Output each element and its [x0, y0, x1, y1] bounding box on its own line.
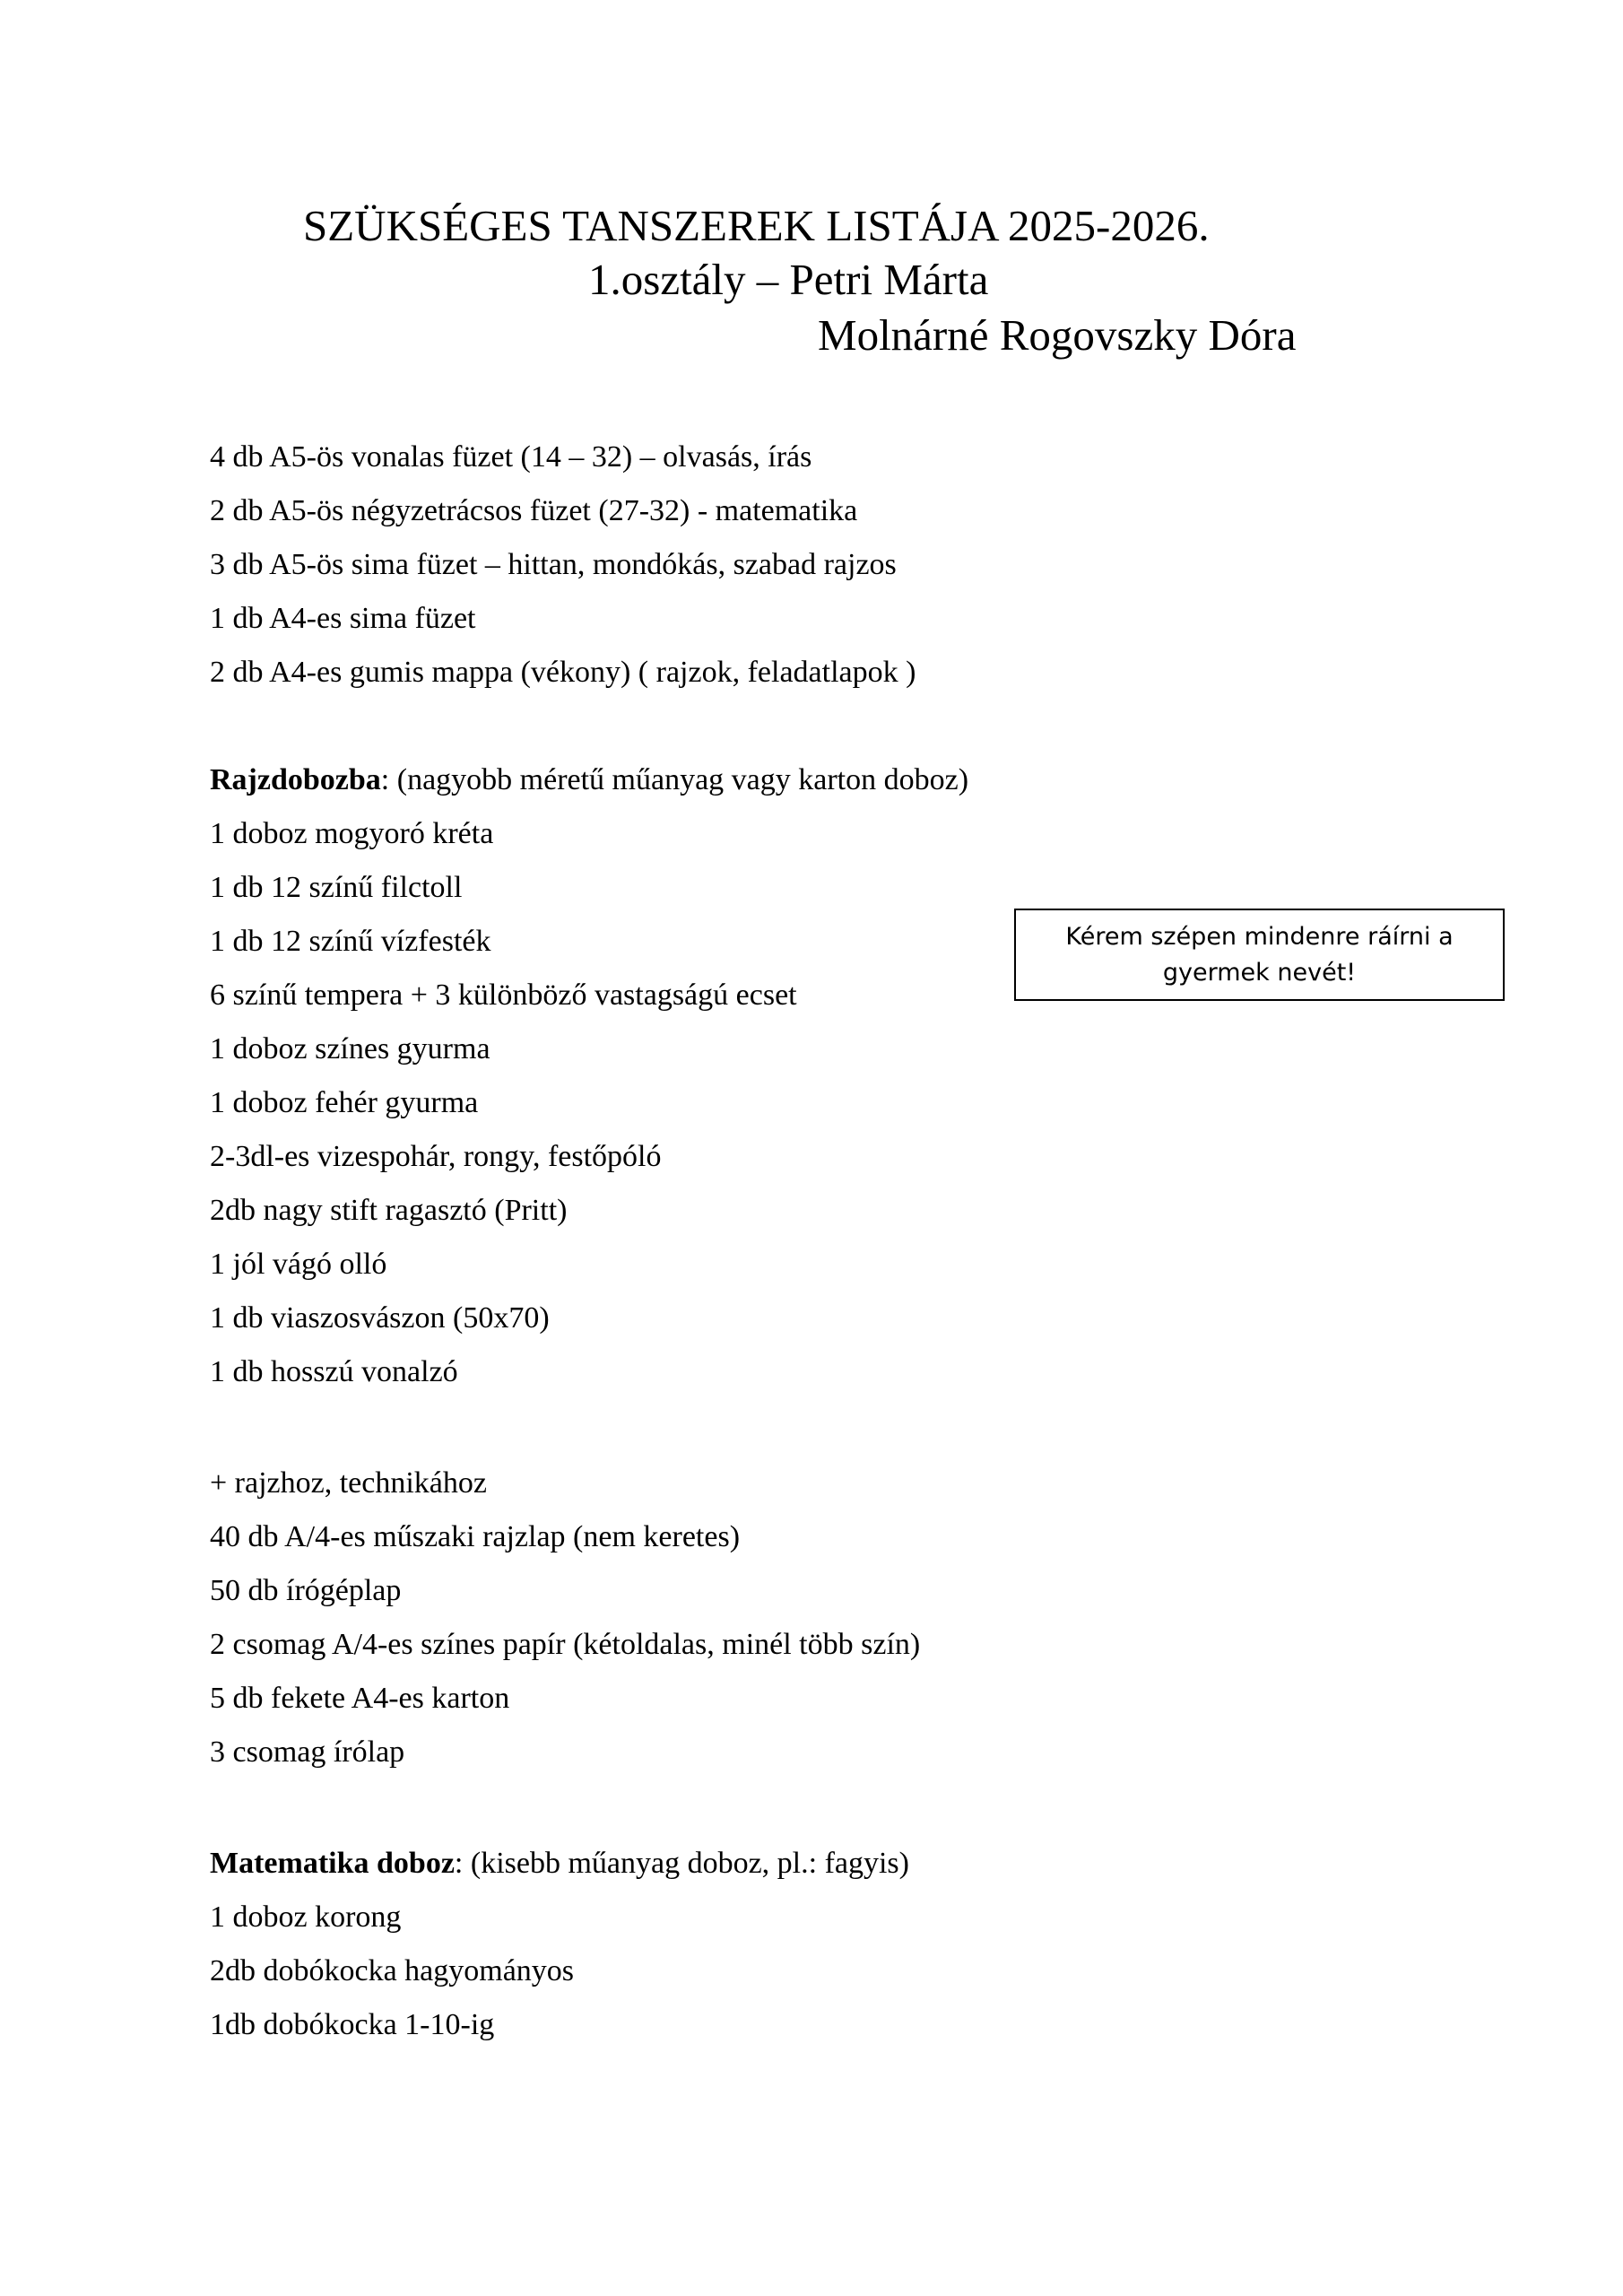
list-item: 1 doboz korong [210, 1900, 402, 1934]
list-item: 2 db A4-es gumis mappa (vékony) ( rajzok, feladatlapok ) [210, 656, 916, 689]
list-item: 1 db 12 színű vízfesték [210, 925, 491, 958]
list-item: 1 db hosszú vonalzó [210, 1355, 458, 1388]
section-heading [210, 1837, 909, 1891]
math-box-list [210, 1837, 909, 2052]
list-item: 1 jól vágó olló [210, 1248, 387, 1281]
note-line-2: gyermek nevét! [1162, 959, 1357, 987]
list-item: 1db dobókocka 1-10-ig [210, 2008, 495, 2041]
title-line-1: SZÜKSÉGES TANSZEREK LISTÁJA 2025-2026. [303, 201, 1210, 250]
list-item: 2 db A5-ös négyzetrácsos füzet (27-32) - matematika [210, 494, 858, 527]
drawing-box-heading-rest: : (nagyobb méretű műanyag vagy karton doboz) [380, 763, 969, 796]
math-box-heading: Matematika doboz [210, 1847, 455, 1880]
note-line-1: Kérem szépen mindenre ráírni a [1065, 923, 1454, 951]
list-item: 1 doboz színes gyurma [210, 1032, 490, 1065]
name-reminder-note [1014, 909, 1505, 1001]
list-item: 1 db A4-es sima füzet [210, 602, 476, 635]
list-item: 2db nagy stift ragasztó (Pritt) [210, 1194, 568, 1227]
section-heading [210, 753, 968, 807]
list-item: 3 db A5-ös sima füzet – hittan, mondókás, szabad rajzos [210, 548, 897, 581]
title-line-2: 1.osztály – Petri Márta [588, 255, 989, 304]
art-tech-list [210, 1457, 920, 1779]
list-item: 1 doboz mogyoró kréta [210, 817, 494, 850]
list-item: 50 db írógéplap [210, 1574, 402, 1607]
drawing-box-heading: Rajzdobozba [210, 763, 381, 796]
list-item: 6 színű tempera + 3 különböző vastagságú ecset [210, 978, 797, 1012]
list-item: 5 db fekete A4-es karton [210, 1682, 510, 1715]
notebook-list [210, 430, 916, 700]
list-item: 2 csomag A/4-es színes papír (kétoldalas, minél több szín) [210, 1628, 921, 1661]
math-box-heading-rest: : (kisebb műanyag doboz, pl.: fagyis) [454, 1847, 909, 1880]
section-heading: + rajzhoz, technikához [210, 1466, 487, 1500]
list-item: 4 db A5-ös vonalas füzet (14 – 32) – olvasás, írás [210, 440, 812, 474]
list-item: 1 db viaszosvászon (50x70) [210, 1301, 550, 1335]
list-item: 2db dobókocka hagyományos [210, 1954, 575, 1987]
drawing-box-list [210, 753, 968, 1399]
list-item: 1 db 12 színű filctoll [210, 871, 463, 904]
list-item: 40 db A/4-es műszaki rajzlap (nem keretes) [210, 1520, 741, 1553]
list-item: 2-3dl-es vizespohár, rongy, festőpóló [210, 1140, 662, 1173]
title-line-3: Molnárné Rogovszky Dóra [818, 310, 1297, 360]
list-item: 3 csomag írólap [210, 1735, 405, 1769]
list-item: 1 doboz fehér gyurma [210, 1086, 479, 1119]
